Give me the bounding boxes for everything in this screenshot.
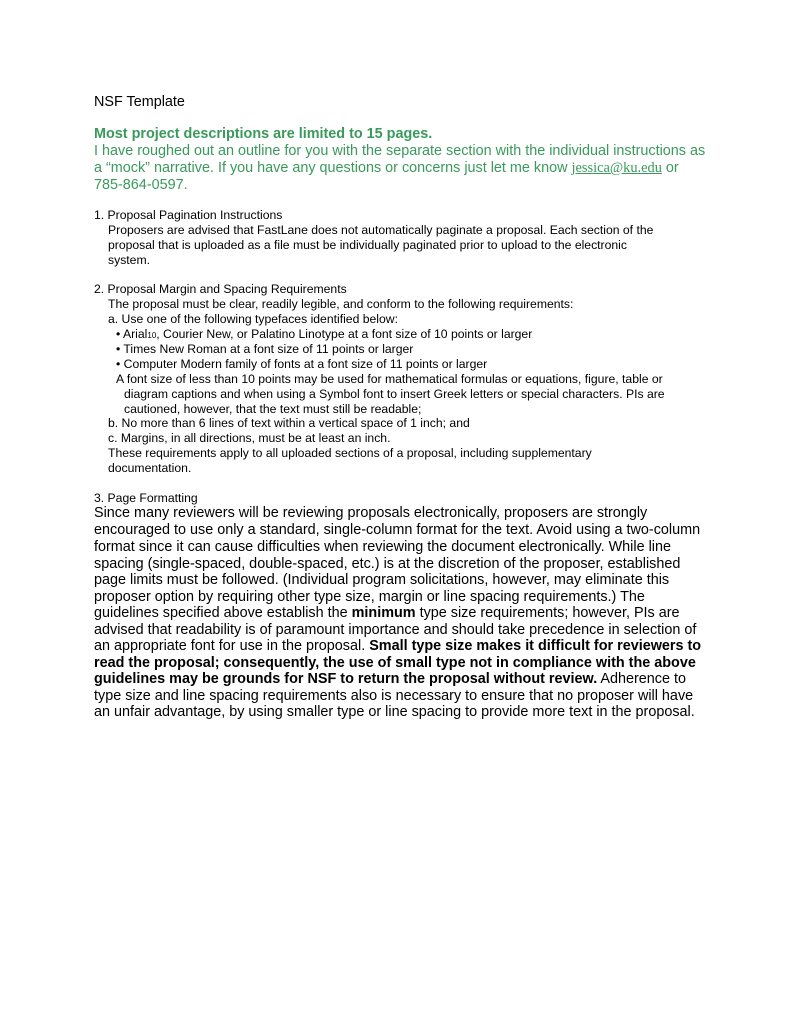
intro-heading: Most project descriptions are limited to 15 pages. (94, 126, 433, 142)
line-text: guidelines specified above establish the (94, 605, 352, 621)
section-3-line (94, 638, 701, 655)
line-text: an appropriate font for use in the proposal. (94, 638, 370, 654)
warning-emphasis: Small type size makes it difficult for reviewers to (369, 638, 702, 654)
intro-line-2-text: a “mock” narrative. If you have any questions or concerns just let me know (94, 160, 572, 176)
section-2-intro: The proposal must be clear, readily legible, and conform to the following requirements: (108, 297, 574, 311)
intro-line-2-end: or (661, 160, 679, 176)
section-3-line: format since it can cause difficulties when reviewing the document electronically. While line (94, 539, 671, 555)
bullet-text: • Arial (116, 327, 148, 341)
typeface-bullet-1 (116, 327, 532, 343)
font-size-note-line: cautioned, however, that the text must still be readable; (124, 402, 422, 416)
typeface-bullet-2: • Times New Roman at a font size of 11 points or larger (116, 342, 414, 356)
intro-line-1: I have roughed out an outline for you with the separate section with the individual instructions as (94, 143, 706, 159)
section-3-line: Since many reviewers will be reviewing proposals electronically, proposers are strongly (94, 505, 648, 521)
section-1-heading: 1. Proposal Pagination Instructions (94, 208, 283, 222)
section-3-line: spacing (single-spaced, double-spaced, etc.) is at the discretion of the proposer, established (94, 556, 681, 572)
section-3-line: encouraged to use only a standard, single-column format for the text. Avoid using a two-column (94, 522, 701, 538)
section-2-item-a: a. Use one of the following typefaces identified below: (108, 312, 398, 326)
section-3-line: an unfair advantage, by using smaller type or line spacing to provide more text in the proposal. (94, 704, 695, 720)
section-3-line: type size and line spacing requirements also is necessary to ensure that no proposer will have (94, 688, 694, 704)
section-1-line: Proposers are advised that FastLane does not automatically paginate a proposal. Each section of the (108, 223, 654, 237)
page-title: NSF Template (94, 94, 185, 110)
section-2-item-b: b. No more than 6 lines of text within a vertical space of 1 inch; and (108, 416, 470, 430)
section-3-heading: 3. Page Formatting (94, 491, 198, 505)
email-link[interactable]: jessica@ku.edu (571, 160, 662, 176)
minimum-emphasis: minimum (351, 605, 416, 621)
section-3-line: page limits must be followed. (Individual program solicitations, however, may eliminate this (94, 572, 670, 588)
bullet-text: , Courier New, or Palatino Linotype at a font size of 10 points or larger (156, 327, 533, 341)
font-size-note-line: diagram captions and when using a Symbol font to insert Greek letters or special characters. PIs are (124, 387, 665, 401)
typeface-bullet-3: • Computer Modern family of fonts at a font size of 11 points or larger (116, 357, 488, 371)
intro-line-2 (94, 160, 679, 177)
warning-emphasis: guidelines may be grounds for NSF to return the proposal without review. (94, 671, 598, 687)
section-2-closing: These requirements apply to all uploaded sections of a proposal, including supplementary (108, 446, 592, 460)
section-1-line: proposal that is uploaded as a file must be individually paginated prior to upload to the electronic (108, 238, 627, 252)
section-3-line (94, 605, 680, 622)
section-2-closing: documentation. (108, 461, 192, 475)
bullet-subscript: 10 (147, 331, 157, 340)
section-3-line: advised that readability is of paramount importance and should take precedence in selection of (94, 622, 697, 638)
section-3-line (94, 671, 686, 688)
section-3-line: read the proposal; consequently, the use of small type not in compliance with the above (94, 655, 696, 671)
font-size-note-line: A font size of less than 10 points may be used for mathematical formulas or equations, figure, table or (116, 372, 663, 386)
section-2-heading: 2. Proposal Margin and Spacing Requirements (94, 282, 347, 296)
line-text: Adherence to (597, 671, 686, 687)
section-3-line: proposer option by requiring other type size, margin or line spacing requirements.) The (94, 589, 645, 605)
line-text: type size requirements; however, PIs are (415, 605, 680, 621)
intro-line-3: 785-864-0597. (94, 177, 188, 193)
section-2-item-c: c. Margins, in all directions, must be at least an inch. (108, 431, 391, 445)
section-1-line: system. (108, 253, 150, 267)
